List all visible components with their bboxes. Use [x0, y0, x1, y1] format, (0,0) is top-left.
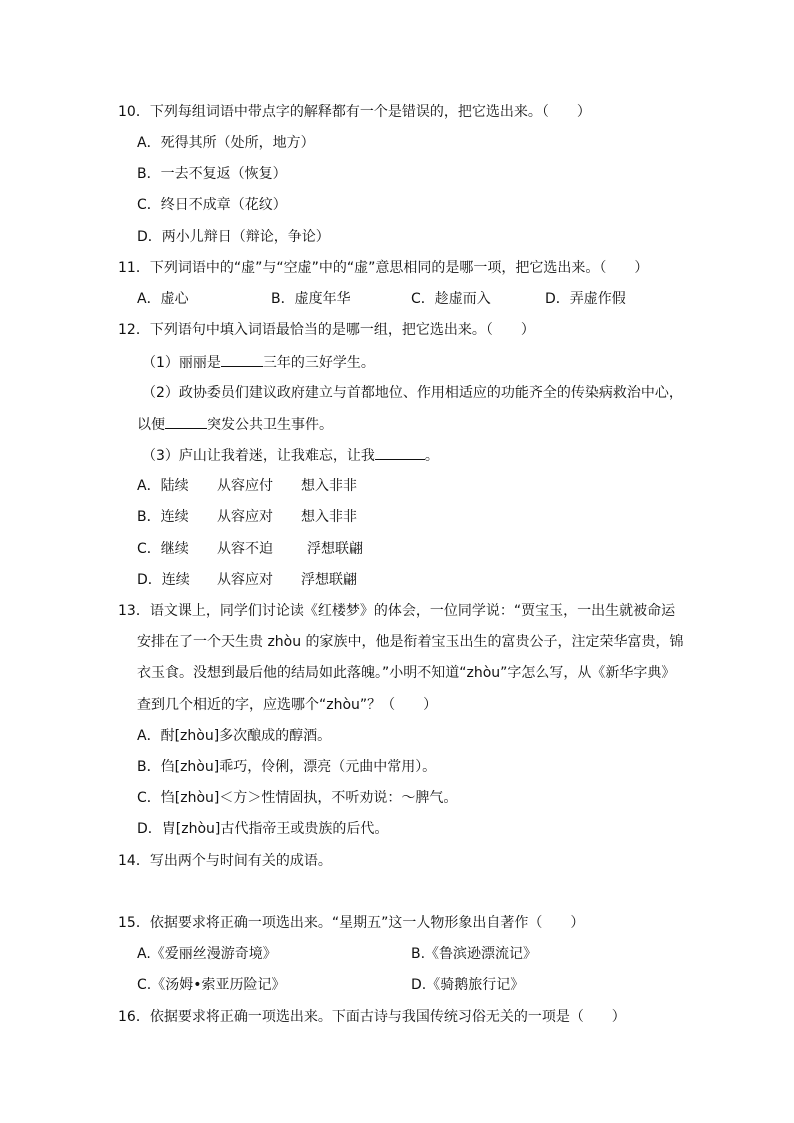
question-13-line-1: 13．语文课上，同学们讨论读《红楼梦》的体会，一位同学说：“贾宝玉，一出生就被命运: [118, 603, 676, 619]
option-word-1: C．继续: [137, 541, 189, 557]
option-word-2: 从容应付: [217, 478, 273, 494]
q12-option-d: [137, 570, 357, 590]
option-word-1: D．连续: [137, 572, 190, 588]
q10-option-b: B．一去不复返（恢复）: [137, 166, 287, 182]
q12-s1-before: （1）丽丽是: [142, 355, 221, 371]
q12-option-a: [137, 476, 357, 496]
option-word-2: 从容应对: [217, 572, 273, 588]
q11-option-a: A．虚心: [137, 291, 189, 307]
fill-blank: [375, 445, 425, 460]
question-11-stem: 11．下列词语中的“虚”与“空虚”中的“虚”意思相同的是哪一项，把它选出来。（ ）: [118, 260, 649, 276]
q13-option-c: C．㤘[zhòu]＜方＞性情固执，不听劝说：～脾气。: [137, 790, 458, 806]
q12-sentence-1: [142, 352, 375, 373]
question-12-stem: 12．下列语句中填入词语最恰当的是哪一组，把它选出来。（ ）: [118, 322, 535, 338]
q12-s2-after: 突发公共卫生事件。: [207, 417, 333, 433]
question-16-stem: 16．依据要求将正确一项选出来。下面古诗与我国传统习俗无关的一项是（ ）: [118, 1009, 626, 1025]
option-word-3: 浮想联翩: [301, 572, 357, 588]
q15-option-c: C.《汤姆•索亚历险记》: [137, 977, 286, 993]
q12-s3-after: 。: [424, 448, 439, 464]
option-word-3: 想入非非: [301, 478, 357, 494]
q12-option-c: [137, 539, 363, 559]
q11-option-b: B．虚度年华: [271, 291, 351, 307]
q11-option-c: C．趁虚而入: [411, 291, 491, 307]
q12-s3-before: （3）庐山让我着迷，让我难忘，让我: [142, 448, 375, 464]
option-word-1: B．连续: [137, 509, 189, 525]
option-word-1: A．陆续: [137, 478, 189, 494]
question-15-stem: 15．依据要求将正确一项选出来。“星期五”这一人物形象出自著作（ ）: [118, 915, 585, 931]
q12-sentence-2-cont: [137, 414, 333, 435]
option-word-2: 从容应对: [217, 509, 273, 525]
question-10-stem: 10．下列每组词语中带点字的解释都有一个是错误的，把它选出来。（ ）: [118, 104, 591, 120]
q15-option-a: A.《爱丽丝漫游奇境》: [137, 946, 277, 962]
fill-blank: [165, 414, 207, 429]
question-13-line-2: 安排在了一个天生贵 zhòu 的家族中，他是衔着宝玉出生的富贵公子，注定荣华富贵，锦: [137, 634, 684, 650]
q12-s2-before: 以便: [137, 417, 165, 433]
q10-option-c: C．终日不成章（花纹）: [137, 197, 287, 213]
q13-option-d: D．胄[zhòu]古代指帝王或贵族的后代。: [137, 821, 389, 837]
option-word-2: 从容不迫: [217, 541, 273, 557]
q12-option-b: [137, 507, 357, 527]
question-14-stem: 14．写出两个与时间有关的成语。: [118, 853, 332, 869]
option-word-3: 浮想联翩: [307, 541, 363, 557]
question-13-line-3: 衣玉食。没想到最后他的结局如此落魄。”小明不知道“zhòu”字怎么写，从《新华字典》: [137, 665, 676, 681]
q12-sentence-3: [142, 445, 439, 466]
option-word-3: 想入非非: [301, 509, 357, 525]
q15-option-b: B.《鲁滨逊漂流记》: [411, 946, 538, 962]
question-13-line-4: 查到几个相近的字，应选哪个“zhòu”？（ ）: [137, 697, 438, 713]
fill-blank: [221, 352, 263, 367]
q13-option-a: A．酎[zhòu]多次酿成的醇酒。: [137, 728, 332, 744]
q12-sentence-2: （2）政协委员们建议政府建立与首都地位、作用相适应的功能齐全的传染病救治中心，: [142, 385, 683, 401]
q12-s1-after: 三年的三好学生。: [262, 355, 375, 371]
q10-option-a: A．死得其所（处所，地方）: [137, 135, 315, 151]
q13-option-b: B．㑇[zhòu]乖巧，伶俐，漂亮（元曲中常用）。: [137, 759, 437, 775]
q10-option-d: D．两小儿辩日（辩论，争论）: [137, 229, 330, 245]
q15-option-d: D.《骑鹅旅行记》: [411, 977, 525, 993]
q11-option-d: D．弄虚作假: [545, 291, 626, 307]
